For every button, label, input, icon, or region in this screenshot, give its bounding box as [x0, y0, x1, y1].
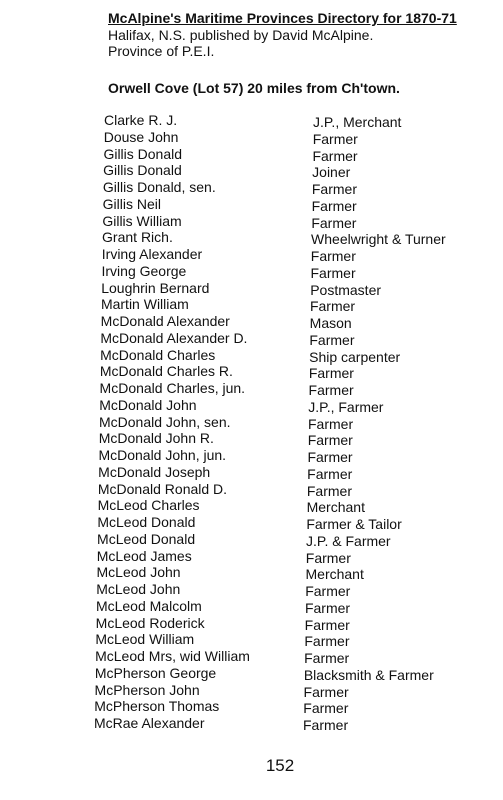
directory-entry [0, 263, 503, 280]
resident-name: Gillis Donald [103, 145, 183, 162]
directory-entry [0, 213, 503, 230]
resident-name: McLeod Malcolm [95, 597, 202, 614]
resident-name: Irving Alexander [101, 246, 203, 262]
resident-occupation: Farmer [303, 700, 349, 717]
resident-name: McDonald Alexander [100, 313, 230, 329]
resident-occupation: Farmer [307, 449, 353, 465]
directory-entry [0, 715, 503, 732]
resident-occupation: Farmer [311, 181, 357, 197]
resident-occupation: Farmer [304, 650, 350, 666]
resident-name: Gillis Donald [103, 162, 182, 179]
resident-occupation: Farmer [304, 616, 350, 633]
resident-name: McPherson George [94, 664, 217, 681]
directory-entry [0, 430, 503, 447]
directory-entry [0, 397, 503, 414]
directory-entry [0, 598, 503, 615]
directory-entry [0, 682, 503, 699]
resident-occupation: J.P. & Farmer [306, 532, 391, 549]
directory-entry [0, 648, 503, 665]
resident-name: Irving George [101, 262, 187, 279]
resident-name: Douse John [103, 128, 179, 145]
resident-name: McLeod Donald [97, 530, 196, 547]
page-header [108, 10, 498, 59]
resident-name: McLeod Roderick [95, 614, 205, 631]
resident-name: McLeod William [95, 631, 195, 648]
directory-entry [0, 196, 503, 213]
directory-entry [0, 447, 503, 464]
resident-occupation: Blacksmith & Farmer [303, 666, 434, 683]
directory-entry [0, 581, 503, 598]
resident-name: McRae Alexander [94, 715, 205, 731]
directory-entry [0, 129, 503, 146]
directory-entry [0, 514, 503, 531]
resident-name: McDonald Alexander D. [100, 329, 248, 346]
directory-entry [0, 464, 503, 481]
resident-occupation: Farmer [305, 583, 351, 599]
resident-occupation: Farmer [303, 717, 349, 733]
directory-title: McAlpine's Maritime Provinces Directory for 1870-71 [108, 10, 457, 26]
page-number: 152 [265, 756, 295, 775]
resident-name: McLeod Donald [97, 514, 196, 530]
resident-name: McDonald Charles R. [99, 363, 233, 380]
resident-occupation: Farmer [307, 465, 353, 482]
directory-entry [0, 112, 503, 129]
resident-name: McLeod John [96, 564, 181, 581]
directory-entry [0, 162, 503, 179]
resident-name: McDonald Ronald D. [97, 480, 228, 497]
resident-occupation: Merchant [306, 499, 365, 516]
directory-entry [0, 481, 503, 498]
resident-occupation: Wheelwright & Turner [311, 231, 446, 248]
resident-name: McLeod Mrs, wid William [95, 648, 250, 664]
publisher-line: Halifax, N.S. published by David McAlpine. [108, 27, 374, 43]
directory-entry [0, 347, 503, 364]
resident-name: Gillis Donald, sen. [102, 179, 216, 195]
directory-entry [0, 229, 503, 246]
resident-name: Clarke R. J. [104, 112, 178, 128]
directory-entry [0, 179, 503, 196]
resident-name: McDonald Charles [100, 346, 216, 363]
resident-occupation: Farmer [310, 264, 356, 281]
resident-name: McLeod Charles [97, 497, 200, 514]
resident-occupation: Farmer [304, 633, 350, 650]
directory-entry [0, 246, 503, 263]
resident-name: McDonald John, jun. [98, 447, 227, 463]
directory-entries [0, 112, 503, 732]
directory-entry [0, 631, 503, 648]
resident-name: McDonald John R. [98, 430, 214, 447]
resident-occupation: Farmer [303, 683, 349, 700]
resident-occupation: Farmer [312, 130, 358, 147]
resident-occupation: J.P., Farmer [308, 398, 384, 415]
resident-occupation: Farmer [311, 214, 357, 231]
resident-occupation: Farmer [309, 298, 356, 315]
directory-entry [0, 531, 503, 548]
directory-entry [0, 615, 503, 632]
directory-entry [0, 564, 503, 581]
directory-entry [0, 380, 503, 397]
resident-occupation: Merchant [305, 566, 364, 583]
resident-name: McDonald Charles, jun. [99, 380, 246, 396]
section-heading: Orwell Cove (Lot 57) 20 miles from Ch'town. [108, 80, 400, 96]
directory-entry [0, 363, 503, 380]
resident-occupation: Farmer [306, 482, 352, 499]
resident-name: Gillis Neil [102, 195, 161, 212]
resident-occupation: Farmer [304, 599, 351, 616]
resident-occupation: Joiner [312, 164, 351, 181]
resident-name: McDonald John [99, 396, 197, 413]
resident-name: Gillis William [102, 212, 182, 229]
resident-occupation: Farmer [308, 382, 354, 398]
resident-occupation: Mason [309, 315, 352, 331]
resident-name: McPherson Thomas [94, 698, 220, 715]
resident-occupation: Farmer [309, 331, 355, 348]
resident-occupation: Farmer [308, 365, 354, 382]
resident-occupation: Farmer [305, 549, 351, 566]
directory-entry [0, 280, 503, 297]
resident-name: Loughrin Bernard [101, 279, 210, 296]
province-line: Province of P.E.I. [108, 43, 215, 59]
directory-entry [0, 698, 503, 715]
resident-name: McLeod James [96, 547, 192, 564]
resident-name: McLeod John [96, 581, 181, 597]
resident-occupation: Farmer & Tailor [306, 516, 402, 532]
resident-occupation: Postmaster [310, 281, 382, 298]
directory-entry [0, 296, 503, 313]
resident-occupation: Farmer [308, 415, 354, 432]
directory-entry [0, 497, 503, 514]
resident-occupation: Ship carpenter [309, 348, 401, 365]
directory-entry [0, 548, 503, 565]
directory-entry [0, 665, 503, 682]
resident-name: McDonald Joseph [98, 463, 211, 480]
directory-entry [0, 313, 503, 330]
directory-entry [0, 330, 503, 347]
resident-name: Grant Rich. [102, 229, 173, 246]
resident-name: McPherson John [94, 681, 200, 698]
resident-occupation: Farmer [307, 432, 353, 449]
resident-occupation: Farmer [310, 248, 356, 264]
resident-occupation: J.P., Merchant [313, 114, 402, 130]
resident-occupation: Farmer [311, 197, 357, 214]
resident-name: McDonald John, sen. [99, 413, 231, 430]
resident-name: Martin William [100, 296, 189, 313]
resident-occupation: Farmer [312, 147, 358, 164]
directory-entry [0, 414, 503, 431]
directory-entry [0, 146, 503, 163]
